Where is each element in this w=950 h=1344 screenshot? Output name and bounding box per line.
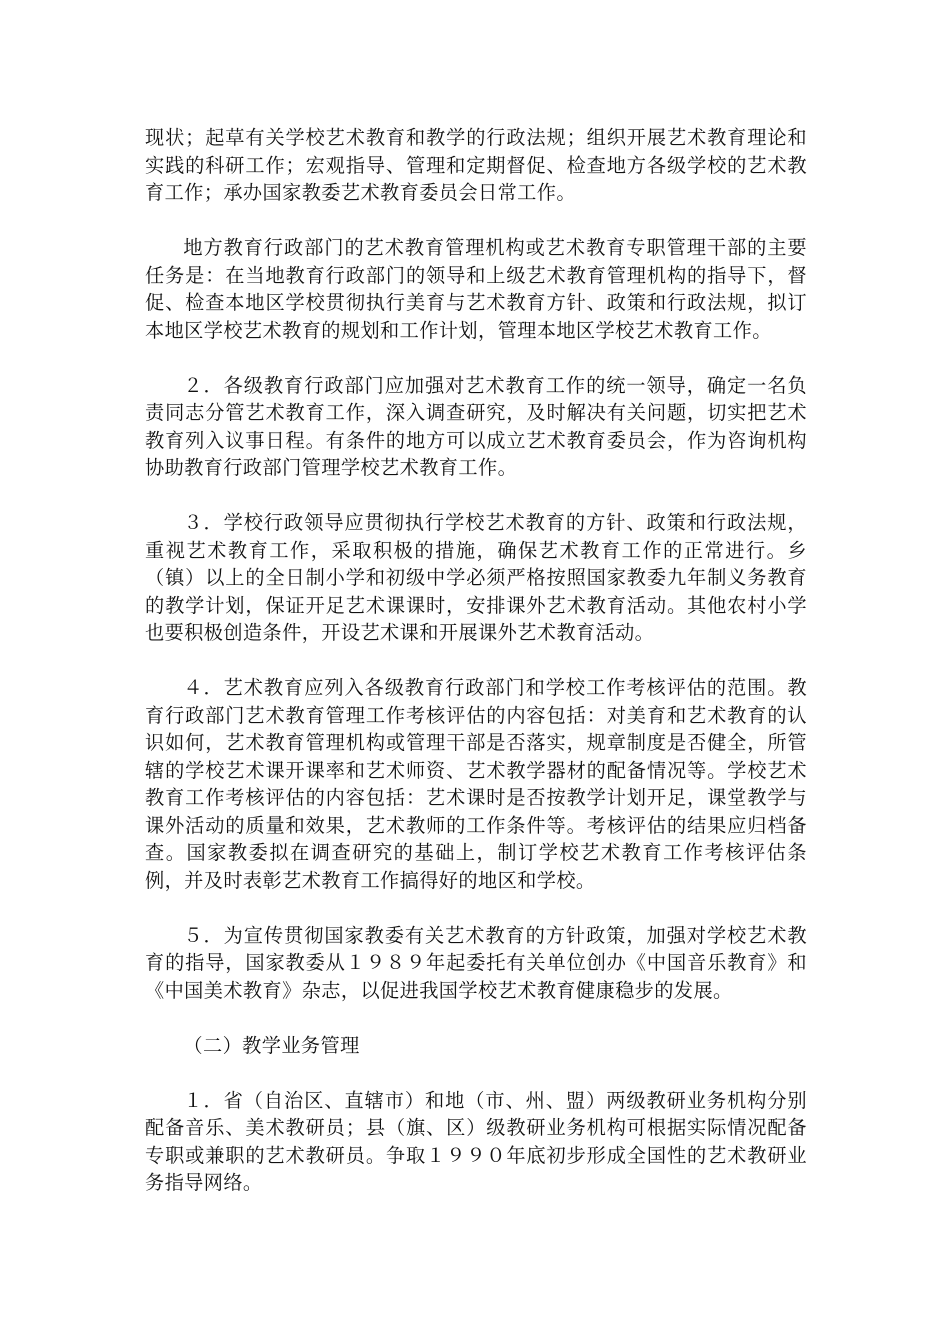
paragraph-local-admin-tasks: 地方教育行政部门的艺术教育管理机构或艺术教育专职管理干部的主要任务是：在当地教育行政部门的领导和上级艺术教育管理机构的指导下，督促、检查本地区学校贯彻执行美育与艺术教育方针、政策和行政法规，拟订本地区学校艺术教育的规划和工作计划，管理本地区学校艺术教育工作。	[145, 236, 807, 342]
paragraph-teaching-item-1: １．省（自治区、直辖市）和地（市、州、盟）两级教研业务机构分别配备音乐、美术教研员；县（旗、区）级教研业务机构可根据实际情况配备专职或兼职的艺术教研员。争取１９９０年底初步形成全国性的艺术教研业务指导网络。	[145, 1088, 807, 1194]
paragraph-item-4: ４．艺术教育应列入各级教育行政部门和学校工作考核评估的范围。教育行政部门艺术教育管理工作考核评估的内容包括：对美育和艺术教育的认识如何，艺术教育管理机构或管理干部是否落实，规章制度是否健全，所管辖的学校艺术课开课率和艺术师资、艺术教学器材的配备情况等。学校艺术教育工作考核评估的内容包括：艺术课时是否按教学计划开足，课堂教学与课外活动的质量和效果，艺术教师的工作条件等。考核评估的结果应归档备查。国家教委拟在调查研究的基础上，制订学校艺术教育工作考核评估条例，并及时表彰艺术教育工作搞得好的地区和学校。	[145, 676, 807, 892]
paragraph-item-2: ２．各级教育行政部门应加强对艺术教育工作的统一领导，确定一名负责同志分管艺术教育工作，深入调查研究，及时解决有关问题，切实把艺术教育列入议事日程。有条件的地方可以成立艺术教育委员会，作为咨询机构协助教育行政部门管理学校艺术教育工作。	[145, 373, 807, 479]
document-page	[145, 124, 807, 1224]
paragraph-item-3: ３．学校行政领导应贯彻执行学校艺术教育的方针、政策和行政法规，重视艺术教育工作，采取积极的措施，确保艺术教育工作的正常进行。乡（镇）以上的全日制小学和初级中学必须严格按照国家教委九年制义务教育的教学计划，保证开足艺术课课时，安排课外艺术教育活动。其他农村小学也要积极创造条件，开设艺术课和开展课外艺术教育活动。	[145, 511, 807, 644]
paragraph-item-5: ５．为宣传贯彻国家教委有关艺术教育的方针政策，加强对学校艺术教育的指导，国家教委从１９８９年起委托有关单位创办《中国音乐教育》和《中国美术教育》杂志，以促进我国学校艺术教育健康稳步的发展。	[145, 923, 807, 1002]
paragraph-intro-continuation: 现状；起草有关学校艺术教育和教学的行政法规；组织开展艺术教育理论和实践的科研工作；宏观指导、管理和定期督促、检查地方各级学校的艺术教育工作；承办国家教委艺术教育委员会日常工作。	[145, 126, 807, 204]
section-heading-teaching-management: （二）教学业务管理	[183, 1033, 360, 1057]
